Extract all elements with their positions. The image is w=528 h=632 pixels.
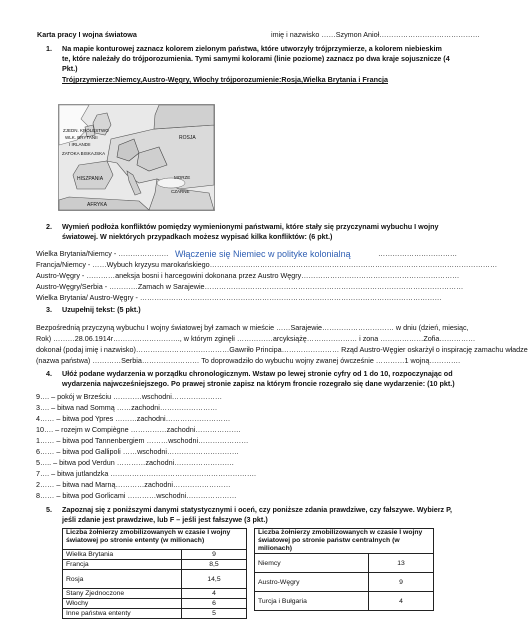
q5-text-line-1: Zapoznaj się z poniższymi danymi statystycznymi i oceń, czy poniższe zdania prawdziwe, czy fałszywe. Wybierz P,	[62, 505, 452, 514]
q4-item-5: 1…… – bitwa pod Tannenbergiem ………wschodni…………………	[36, 436, 249, 445]
q4-text-line-1: Ułóż podane wydarzenia w porządku chronologicznym. Wstaw po lewej stronie cyfry od 1 do 10, rozpoczynając od	[62, 369, 453, 378]
map-label-sea: MORZE	[174, 175, 191, 180]
value-cell: 9	[182, 550, 247, 560]
value-cell: 4	[369, 592, 434, 611]
value-cell: 14,5	[182, 570, 247, 589]
table-row	[255, 554, 434, 573]
q1-answer: Trójprzymierze:Niemcy,Austro-Węgry, Włochy trójporozumienie:Rosja,Wielka Brytania i Francja	[62, 75, 388, 84]
q2-text-line-1: Wymień podłoża konfliktów pomiędzy wymienionymi państwami, które stały się przyczynami wybuchu I wojny	[62, 222, 439, 231]
q1-text-line-1: Na mapie konturowej zaznacz kolorem zielonym państwa, które utworzyły trójprzymierze, a kolorem niebieskim	[62, 44, 442, 53]
map-label-russia: ROSJA	[179, 135, 196, 141]
country-cell: Austro-Węgry	[255, 573, 369, 592]
table-row	[63, 560, 247, 570]
q3-line-3: dokonał (podaj imię i nazwisko)…………………………………Gawriło Principa…………………… Rząd Austro-Węgier oskarżył o inspirację zamachu władze	[36, 345, 528, 354]
q1-text-line-2: te, które należały do trójporozumienia. Tymi samymi kolorami (linie poziome) zaznacz po dwa kraje sojusznicze (4	[62, 54, 450, 63]
q4-item-10: 8…… – bitwa pod Gorlicami …………wschodni…………………	[36, 491, 237, 500]
country-cell: Turcja i Bułgaria	[255, 592, 369, 611]
europe-contour-map	[58, 104, 215, 211]
q2-row-france-germany: Francja/Niemcy - ……Wybuch kryzysu marokańskiego…………………………………………………………………………………………………………	[36, 260, 498, 269]
q1-text-line-3: Pkt.)	[62, 64, 78, 73]
map-label-uk-3: I IRLANDII	[69, 142, 91, 147]
q4-item-6: 6…… – bitwa pod Gallipoli ……wschodni…………………………	[36, 447, 239, 456]
map-label-africa: AFRYKA	[87, 202, 107, 208]
map-label-black: CZARNE	[171, 189, 190, 194]
value-cell: 5	[182, 609, 247, 619]
q4-item-4: 10…. – rozejm w Compiègne ……………zachodni……………….	[36, 425, 241, 434]
entente-table	[62, 528, 247, 619]
central-powers-table	[254, 528, 434, 611]
central-table-header: Liczba żołnierzy zmobilizowanych w czasie I wojny światowej po stronie państw centralnych (w milionach)	[255, 529, 434, 554]
q2-number: 2.	[46, 222, 52, 231]
country-cell: Wielka Brytania	[63, 550, 182, 560]
country-cell: Niemcy	[255, 554, 369, 573]
table-row	[63, 570, 247, 589]
q5-number: 5.	[46, 505, 52, 514]
table-row	[63, 550, 247, 560]
q4-item-2: 3…. – bitwa nad Sommą ……zachodni……………………	[36, 403, 218, 412]
q4-item-8: 7…. – bitwa jutlandzka …………………………………………………….	[36, 469, 257, 478]
value-cell: 9	[369, 573, 434, 592]
map-label-spain: HISZPANIA	[77, 176, 104, 182]
country-cell: Francja	[63, 560, 182, 570]
table-row	[63, 609, 247, 619]
q4-item-9: 2…… – bitwa nad Marną…………zachodni……………………	[36, 480, 231, 489]
value-cell: 4	[182, 589, 247, 599]
country-cell: Stany Zjednoczone	[63, 589, 182, 599]
q4-item-7: 5….. – bitwa pod Verdun …………zachodni…………………….	[36, 458, 234, 467]
q4-text-line-2: wydarzenia najwcześniejszego. Po prawej stronie zapisz na którym froncie rozegrało się dane wydarzenie: (10 pkt.)	[62, 379, 455, 388]
q3-line-4: (nazwa państwa) …………Serbia…………………… To doprowadziło do wybuchu wojny zwanej ówcześnie …………1 wojną………….	[36, 356, 461, 365]
q3-title: Uzupełnij tekst: (5 pkt.)	[62, 305, 141, 314]
q2-row-uk-germany-answer: Włączenie się Niemiec w polityke kolonialną	[175, 249, 351, 259]
q4-item-1: 9…. – pokój w Brześciu …………wschodni…………………	[36, 392, 223, 401]
q2-row-austria: Austro-Węgry - …………aneksja bosni i harcegowini dokonana przez Austro Węgry…………………………………………………………	[36, 271, 460, 280]
country-cell: Rosja	[63, 570, 182, 589]
q2-row-austria-serbia: Austro-Węgry/Serbia - …………Zamach w Sarajewie………………………………………………………………………………………………	[36, 282, 464, 291]
map-label-uk-2: WLK. BRYTANII	[65, 135, 98, 140]
q1-number: 1.	[46, 44, 52, 53]
value-cell: 6	[182, 599, 247, 609]
q3-line-2: Rok) ………28.06.1914r………………………., w którym zginęli ……………arcyksiążę………………… i zona ………………Zofia……………	[36, 334, 476, 343]
worksheet-title: Karta pracy I wojna światowa	[37, 30, 137, 39]
q4-number: 4.	[46, 369, 52, 378]
country-cell: Inne państwa ententy	[63, 609, 182, 619]
value-cell: 13	[369, 554, 434, 573]
table-row	[63, 599, 247, 609]
q2-row-uk-germany-label: Wielka Brytania/Niemcy - …………………	[36, 249, 169, 258]
q3-line-1: Bezpośrednią przyczyną wybuchu I wojny światowej był zamach w mieście ……Sarajewie………………………… w dniu (dzień, miesiąc,	[36, 323, 469, 332]
value-cell: 8,5	[182, 560, 247, 570]
student-name-line: imię i nazwisko ……Szymon Anioł……………………………………	[271, 30, 480, 39]
map-label-uk-1: ZJEDN. KRÓLESTWO	[63, 128, 109, 133]
table-row	[255, 573, 434, 592]
q2-row-uk-austria: Wielka Brytania/ Austro-Węgry - ………………………………………………………………………………………………………………	[36, 293, 442, 302]
q2-row-uk-germany-tail: ……………………………	[378, 249, 458, 258]
q2-text-line-2: światowej. W niektórych przypadkach możesz wypisać kilka konfliktów: (6 pkt.)	[62, 232, 333, 241]
q4-item-3: 4…… – bitwa pod Ypres ………zachodni………………………	[36, 414, 231, 423]
table-row	[255, 592, 434, 611]
map-label-bay: ZATOKA BISKAJSKA	[62, 151, 106, 156]
q5-text-line-2: jeśli zdanie jest prawdziwe, lub F – jeśli jest fałszywe (3 pkt.)	[62, 515, 268, 524]
country-cell: Włochy	[63, 599, 182, 609]
table-row	[63, 589, 247, 599]
q3-number: 3.	[46, 305, 52, 314]
entente-table-header: Liczba żołnierzy zmobilizowanych w czasie I wojny światowej po stronie ententy (w milionach)	[63, 529, 247, 550]
